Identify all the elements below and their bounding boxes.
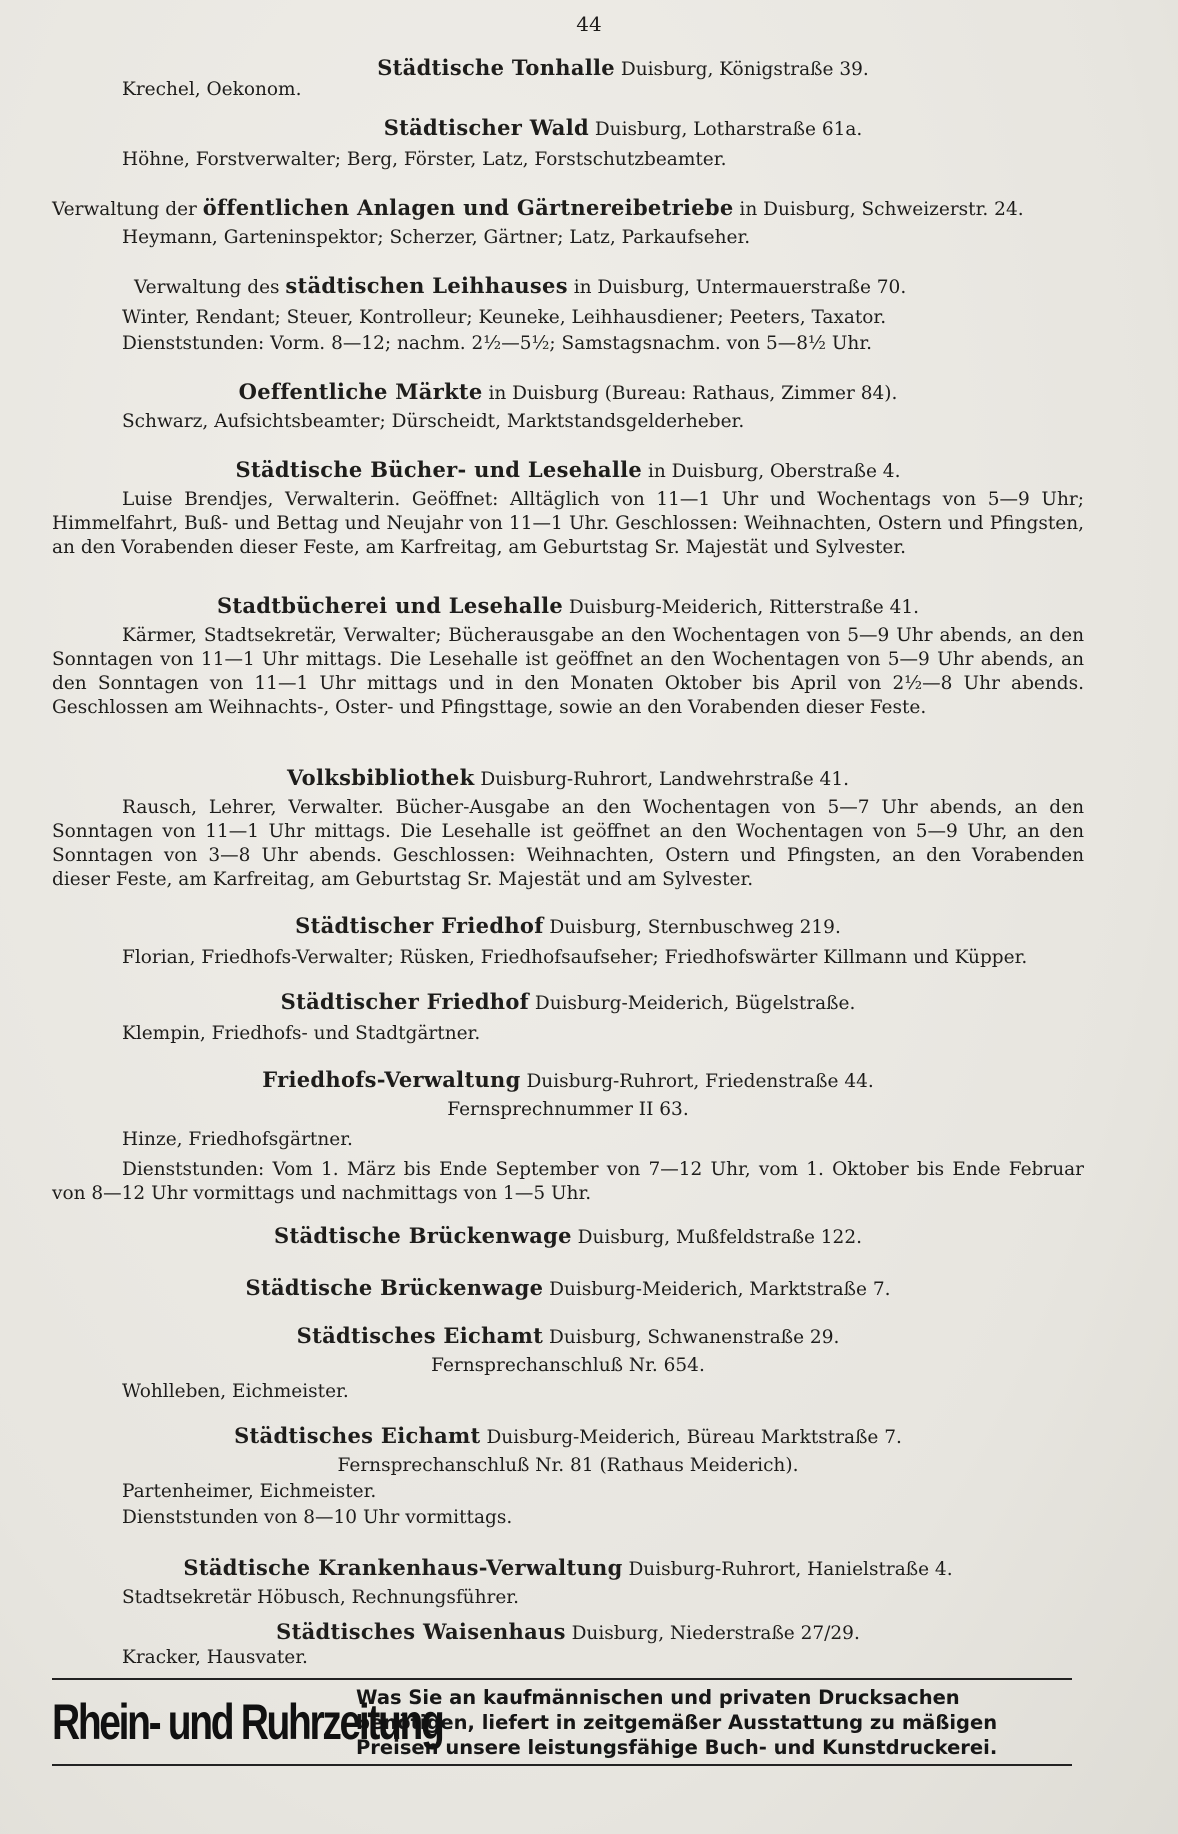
entry-line: Winter, Rendant; Steuer, Kontrolleur; Keuneke, Leihhausdiener; Peeters, Taxator.: [122, 307, 887, 328]
entry-line: Schwarz, Aufsichtsbeamter; Dürscheidt, Marktstandsgelderheber.: [122, 411, 745, 432]
entry-brueckenwage: [52, 1224, 1084, 1250]
entry-volksbibliothek: [52, 766, 1084, 892]
entry-address: Duisburg, Königstraße 39.: [614, 59, 869, 80]
entry-heading: Städtischer Wald: [383, 115, 589, 140]
entry-heading: Städtische Bücher- und Lesehalle: [235, 457, 643, 482]
entry-buecherhalle: [52, 458, 1084, 560]
entry-heading: Städtisches Waisenhaus: [276, 1619, 566, 1644]
entry-heading: Städtischer Friedhof: [280, 989, 530, 1014]
entry-tonhalle: [52, 56, 1084, 102]
entry-krankenhaus: [52, 1556, 1084, 1610]
advertisement: [52, 1678, 1072, 1766]
entry-address: Duisburg-Meiderich, Büreau Marktstraße 7.: [480, 1427, 902, 1448]
entry-line: Höhne, Forstverwalter; Berg, Förster, Latz, Forstschutzbeamter.: [122, 149, 727, 170]
entry-address: in Duisburg (Bureau: Rathaus, Zimmer 84).: [482, 383, 898, 404]
entry-line: Hinze, Friedhofsgärtner.: [122, 1129, 353, 1150]
entry-heading: städtischen Leihhauses: [285, 273, 568, 298]
entry-address: in Duisburg, Schweizerstr. 24.: [733, 199, 1024, 220]
entry-address: in Duisburg, Oberstraße 4.: [642, 461, 901, 482]
entry-address: in Duisburg, Untermauerstraße 70.: [567, 277, 907, 298]
advertisement-text: Was Sie an kaufmännischen und privaten Drucksachen benötigen, liefert in zeitgemäßer Ausstattung zu mäßigen Preisen unsere leistungsfähige Buch- und Kunstdruckerei.: [356, 1685, 998, 1759]
entry-line: Krechel, Oekonom.: [122, 79, 302, 100]
entry-brueckenwage-meiderich: [52, 1276, 1084, 1302]
entry-leihhaus: [52, 274, 1084, 356]
entry-heading: öffentlichen Anlagen und Gärtnereibetriebe: [202, 195, 734, 220]
entry-address: Duisburg, Niederstraße 27/29.: [565, 1623, 860, 1644]
entry-paragraph: Luise Brendjes, Verwalterin. Geöffnet: Alltäglich von 11—1 Uhr und Wochentags von 5—9 Uhr; Himmelfahrt, Buß- und Bettag und Neujahr von 11—1 Uhr. Geschlossen: Weihnachten, Ostern und Pfingsten, an den Vorabenden dieser Feste, am Karfreitag, am Geburtstag Sr. Majestät und Sylvester.: [52, 489, 1084, 558]
entry-heading: Städtische Krankenhaus-Verwaltung: [183, 1555, 623, 1580]
entry-prefix: Verwaltung des: [134, 277, 286, 298]
newspaper-logo: Rhein- und Ruhrzeitung: [52, 1694, 443, 1750]
entry-paragraph: Kärmer, Stadtsekretär, Verwalter; Bücherausgabe an den Wochentagen von 5—9 Uhr abends, an den Sonntagen von 11—1 Uhr mittags. Die Lesehalle ist geöffnet an den Wochentagen von 5—9 Uhr abends, an den Sonntagen von 11—1 Uhr mittags und in den Monaten Oktober bis April von 2½—8 Uhr abends. Geschlossen am Weihnachts-, Oster- und Pfingsttage, sowie an den Vorabenden dieser Feste.: [52, 625, 1084, 718]
entry-heading: Städtischer Friedhof: [295, 913, 544, 938]
entry-eichamt: [52, 1324, 1084, 1404]
entry-line: Partenheimer, Eichmeister.: [122, 1481, 377, 1502]
entry-address: Duisburg, Lotharstraße 61a.: [588, 119, 863, 140]
entry-phone: Fernsprechanschluß Nr. 81 (Rathaus Meiderich).: [337, 1455, 799, 1476]
entry-heading: Städtische Brückenwage: [274, 1223, 572, 1248]
entry-friedhofsverwaltung: [52, 1068, 1084, 1206]
page-number: 44: [576, 12, 602, 36]
entry-heading: Städtisches Eichamt: [296, 1323, 544, 1348]
entry-line: Dienststunden von 8—10 Uhr vormittags.: [122, 1507, 513, 1528]
entry-phone: Fernsprechnummer II 63.: [447, 1099, 689, 1120]
entry-address: Duisburg-Ruhrort, Landwehrstraße 41.: [474, 769, 849, 790]
entry-line: Stadtsekretär Höbusch, Rechnungsführer.: [122, 1587, 520, 1608]
entry-eichamt-meiderich: [52, 1424, 1084, 1530]
entry-paragraph: Rausch, Lehrer, Verwalter. Bücher-Ausgabe an den Wochentagen von 5—7 Uhr abends, an den Sonntagen von 11—1 Uhr mittags. Die Lesehalle ist geöffnet an den Wochentagen von 5—9 Uhr, an den Sonntagen von 3—8 Uhr abends. Geschlossen: Weihnachten, Ostern und Pfingsten, an den Vorabenden dieser Feste, am Karfreitag, am Geburtstag Sr. Majestät und am Sylvester.: [52, 797, 1084, 890]
entry-wald: [52, 116, 1084, 172]
entry-paragraph: Dienststunden: Vom 1. März bis Ende September von 7—12 Uhr, vom 1. Oktober bis Ende Februar von 8—12 Uhr vormittags und nachmittags von 1—5 Uhr.: [52, 1159, 1084, 1204]
entry-heading: Stadtbücherei und Lesehalle: [216, 593, 564, 618]
entry-line: Dienststunden: Vorm. 8—12; nachm. 2½—5½; Samstagsnachm. von 5—8½ Uhr.: [122, 333, 873, 354]
entry-anlagen: [52, 196, 1084, 250]
entry-line: Heymann, Garteninspektor; Scherzer, Gärtner; Latz, Parkaufseher.: [122, 227, 751, 248]
entry-address: Duisburg-Ruhrort, Friedenstraße 44.: [520, 1071, 874, 1092]
entry-heading: Volksbibliothek: [287, 765, 475, 790]
entry-maerkte: [52, 380, 1084, 434]
entry-address: Duisburg-Meiderich, Marktstraße 7.: [543, 1279, 891, 1300]
entry-heading: Friedhofs-Verwaltung: [262, 1067, 521, 1092]
entry-friedhof-meiderich: [52, 990, 1084, 1046]
entry-address: Duisburg-Meiderich, Ritterstraße 41.: [563, 597, 920, 618]
entry-line: Klempin, Friedhofs- und Stadtgärtner.: [122, 1023, 481, 1044]
entry-address: Duisburg-Meiderich, Bügelstraße.: [529, 993, 856, 1014]
entry-friedhof: [52, 914, 1084, 970]
entry-phone: Fernsprechanschluß Nr. 654.: [431, 1355, 705, 1376]
entry-address: Duisburg, Mußfeldstraße 122.: [571, 1227, 862, 1248]
entry-heading: Städtisches Eichamt: [234, 1423, 481, 1448]
entry-line: Wohlleben, Eichmeister.: [122, 1381, 349, 1402]
entry-heading: Städtische Brückenwage: [245, 1275, 544, 1300]
entry-prefix: Verwaltung der: [52, 199, 203, 220]
entry-heading: Oeffentliche Märkte: [238, 379, 483, 404]
entry-address: Duisburg, Sternbuschweg 219.: [543, 917, 841, 938]
entry-line: Kracker, Hausvater.: [122, 1647, 308, 1668]
entry-line: Florian, Friedhofs-Verwalter; Rüsken, Friedhofsaufseher; Friedhofswärter Killmann und Küpper.: [122, 947, 1028, 968]
entry-heading: Städtische Tonhalle: [377, 55, 615, 80]
entry-stadtbuecherei: [52, 594, 1084, 720]
entry-address: Duisburg-Ruhrort, Hanielstraße 4.: [622, 1559, 953, 1580]
entry-address: Duisburg, Schwanenstraße 29.: [543, 1327, 840, 1348]
entry-waisenhaus: [52, 1620, 1084, 1670]
